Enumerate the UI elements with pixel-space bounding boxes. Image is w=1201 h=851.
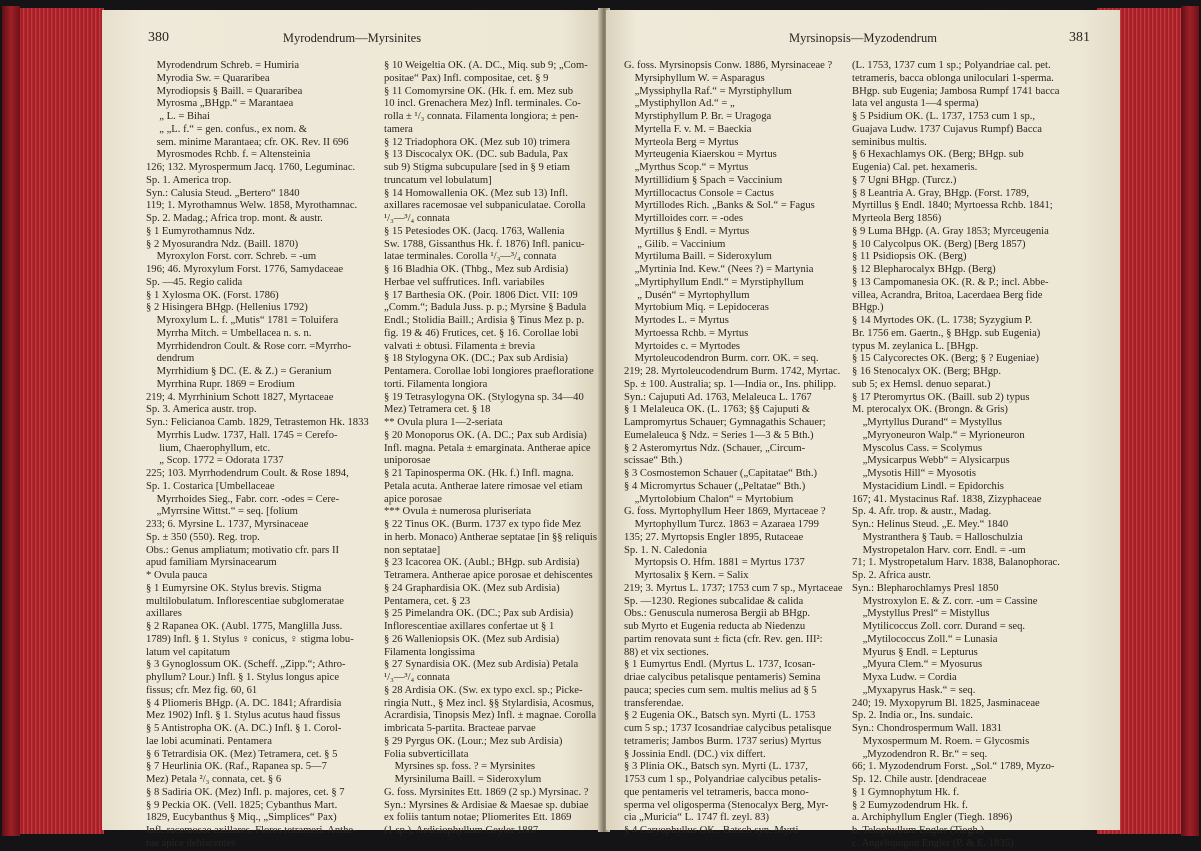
text-line: Myrteola Berg = Myrtus <box>624 136 739 148</box>
text-line: lium, Chaerophyllum, etc. <box>146 442 271 454</box>
text-line: *** Ovula ± numerosa pluriseriata <box>384 506 532 518</box>
text-line: cum 5 sp.; 1737 Icosandriae calycibus petalisque <box>624 723 832 734</box>
text-line: M. pterocalyx OK. (Brongn. & Gris) <box>852 404 1008 416</box>
text-line: Myrtillidium § Spach = Vaccinium <box>624 174 783 186</box>
text-line: Syn.: Cajuputi Ad. 1763, Melaleuca L. 1767 <box>624 391 812 403</box>
text-line: Myrtilloides corr. = -odes <box>624 213 743 224</box>
right-page <box>606 10 1120 849</box>
text-line: BHgp. sub Eugenia; Jambosa Rumpf 1741 bacca <box>852 85 1060 97</box>
text-line: Myrrha Mitch. = Umbellacea n. s. n. <box>146 327 312 339</box>
text-line: scissae“ Bth.) <box>624 455 683 467</box>
text-line: § 17 Barthesia OK. (Poir. 1806 Dict. VII: 109 <box>384 289 578 301</box>
right-page-number: 381 <box>1069 30 1090 45</box>
text-line: „Comm.“; Badula Juss. p. p.; Myrsine § Badula <box>384 302 587 314</box>
text-line: „Myxapyrus Hask.“ = seq. <box>852 684 976 696</box>
text-line: Tetramera. Antherae apice porosae et dehiscentes <box>384 570 593 581</box>
text-line: Myrtoleucodendron Burm. corr. OK. = seq. <box>624 353 819 365</box>
text-line: Sp. 1. America trop. <box>146 174 232 186</box>
text-line: 219; 3. Myrtus L. 1737; 1753 cum 7 sp., Myrtaceae <box>624 582 843 594</box>
text-line: Myurus § Endl. = Lepturus <box>852 646 978 658</box>
text-line: § 10 Calycolpus OK. (Berg) [Berg 1857) <box>852 238 1026 250</box>
text-line: § 14 Myrtodes OK. (L. 1738; Syzygium P. <box>852 315 1033 326</box>
text-line: Mez 1902) Infl. § 1. Stylus acutus haud fissus <box>146 710 341 722</box>
text-line: ringia Nutt., § Mez incl. §§ Stylardisia, Acosmus, <box>384 697 595 709</box>
text-line: Myxa Ludw. = Cordia <box>852 672 957 683</box>
text-line: „Myrrsine Wittst.“ = seq. [folium <box>146 506 298 518</box>
text-line: „ L. = Bihai <box>146 111 210 122</box>
text-line: 219; 28. Myrtoleucodendrum Burm. 1742, Myrtac. <box>624 366 841 377</box>
text-line: latae terminales. Corolla ¹/₃—³/₄ connata <box>384 251 557 263</box>
text-line: Mytilicoccus Zoll. corr. Durand = seq. <box>852 621 1026 632</box>
text-line: Pentamera, cet. § 23 <box>384 595 471 607</box>
text-line: Myscolus Cass. = Scolymus <box>852 442 983 454</box>
text-line: Sp. —1230. Regiones subcalidae & calida <box>624 595 804 607</box>
text-line: Lampromyrtus Schauer; Gymnagathis Schauer; <box>624 417 826 428</box>
text-line: § 26 Walleniopsis OK. (Mez sub Ardisia) <box>384 633 560 645</box>
text-line: Myrtodes L. = Myrtus <box>624 315 729 326</box>
text-line: „ Dusén“ = Myrtophyllum <box>624 289 750 301</box>
text-line: 240; 19. Myxopyrum Bl. 1825, Jasminaceae <box>852 697 1040 709</box>
text-line: Myrodendrum Schreb. = Humiria <box>146 60 300 71</box>
text-line: ¹/₃—³/₄ connata <box>384 213 450 224</box>
text-line: truncatum vel lobulatum] <box>384 174 492 186</box>
text-line: Myrrhis Ludw. 1737, Hall. 1745 = Cerefo- <box>146 429 338 441</box>
book-spine-left <box>2 6 20 836</box>
text-line: 1789) Infl. § 1. Stylus ♀ conicus, ♀ stigma lobu- <box>146 633 354 645</box>
text-line: Myrtella F. v. M. = Baeckia <box>624 123 752 135</box>
text-line: 167; 41. Mystacinus Raf. 1838, Zizyphaceae <box>852 493 1042 505</box>
text-line: § 27 Synardisia OK. (Mez sub Ardisia) Petala <box>384 659 579 671</box>
text-line: § 24 Graphardisia OK. (Mez sub Ardisia) <box>384 582 560 594</box>
text-line: lae lobi acuminati. Pentamera <box>146 735 272 747</box>
text-line: driae calycibus petalisque pentameris) Semina <box>624 672 821 683</box>
text-line: § 5 Antistropha OK. (A. DC.) Infl. § 1. Corol- <box>146 723 342 734</box>
text-line: tetrameris, bacca oblonga uniloculari 1-sperma. <box>852 72 1054 84</box>
text-line: 126; 132. Myrospermum Jacq. 1760, Leguminac. <box>146 162 356 173</box>
text-line: „Myrtyllus Durand“ = Mystyllus <box>852 417 1002 428</box>
text-line: § 3 Gynoglossum OK. (Scheff. „Zipp.“; Athro- <box>146 659 346 671</box>
text-line: Petala acuta. Antherae latere rimosae vel etiam <box>384 480 583 492</box>
text-line: a. Archiphyllum Engler (Tiegh. 1896) <box>852 812 1013 824</box>
text-line: que pentameris vel tetrameris, bacca mono- <box>624 786 809 798</box>
text-line: § 15 Petesiodes OK. (Jacq. 1763, Wallenia <box>384 225 565 237</box>
text-line: sem. minime Marantaea; cfr. OK. Rev. II 696 <box>146 136 349 148</box>
text-line: axillares racemosae vel subpaniculatae. Corolla <box>384 200 586 212</box>
text-line: § 3 Plinia OK., Batsch syn. Myrti (L. 1737, <box>624 761 808 773</box>
text-line: tamera <box>384 123 413 135</box>
text-line: Sp. —45. Regio calida <box>146 276 243 288</box>
text-line: § 22 Tinus OK. (Burm. 1737 ex typo fide Mez <box>384 519 581 530</box>
text-line: § 1 Eumyrsine OK. Stylus brevis. Stigma <box>146 582 322 594</box>
text-line: sperma vel oligosperma (Stenocalyx Berg, Myr- <box>624 799 829 811</box>
right-running-head <box>606 30 1120 50</box>
text-line: typus M. zeylanica L. [BHgp. <box>852 340 979 352</box>
book-spine-right <box>1181 6 1199 836</box>
text-line: 66; 1. Myzodendrum Forst. „Sol.“ 1789, Myzo- <box>852 761 1055 773</box>
text-line: in herb. Monaco) Antherae septatae [in §§ reliquis <box>384 531 597 543</box>
text-line: § 17 Pteromyrtus OK. (Baill. sub 2) typus <box>852 391 1030 403</box>
text-line: § 4 Pliomeris BHgp. (A. DC. 1841; Afrardisia <box>146 697 342 709</box>
text-line: Myroxylon Forst. corr. Schreb. = -um <box>146 251 317 263</box>
text-line: Sp. 1. N. Caledonia <box>624 544 707 556</box>
text-line: Myrtobium Miq. = Lepidoceras <box>624 302 769 314</box>
text-line: seminibus multis. <box>852 136 927 148</box>
text-line: apud familiam Myrsinacearum <box>146 557 277 569</box>
text-line: Filamenta longissima <box>384 646 475 658</box>
text-line: § 21 Tapinosperma OK. (Hk. f.) Infl. magna. <box>384 468 574 479</box>
text-line: § 2 Eugenia OK., Batsch syn. Myrti (L. 1753 <box>624 710 816 722</box>
text-line: partim renovata sunt ± ficta (cfr. Rev. gen. III²: <box>624 633 823 645</box>
text-line: Myroxylum L. f. „Mutis“ 1781 = Toluifera <box>146 315 339 326</box>
text-line: § 1 Melaleuca OK. (L. 1763; §§ Cajuputi & <box>624 404 810 416</box>
text-line: Pentamera. Corollae lobi longiores praefloratione <box>384 366 594 377</box>
text-line: Myrosma „BHgp.“ = Marantaea <box>146 98 294 110</box>
text-line: Syn.: Chondrospermum Wall. 1831 <box>852 723 1002 734</box>
text-line: non septatae] <box>384 544 441 556</box>
text-line: Syn.: Calusia Steud. „Bertero“ 1840 <box>146 187 300 199</box>
text-line: Mystranthera § Taub. = Halloschulzia <box>852 531 1023 543</box>
text-line: uniporosae <box>384 455 431 467</box>
text-line: § 10 Weigeltia OK. (A. DC., Miq. sub 9; „Com- <box>384 60 588 71</box>
text-line: 219; 4. Myrrhinium Schott 1827, Myrtaceae <box>146 391 334 403</box>
left-page-number: 380 <box>148 30 169 45</box>
text-line: 233; 6. Myrsine L. 1737, Myrsinaceae <box>146 519 309 530</box>
text-line: § 2 Hisingera BHgp. (Hellenius 1792) <box>146 302 308 314</box>
text-line: apice porosae <box>384 493 442 505</box>
text-line: § 8 Leantria A. Gray, BHgp. (Forst. 1789, <box>852 187 1030 199</box>
text-line: * Ovula pauca <box>146 570 208 581</box>
text-line: villea, Acrandra, Britoa, Lacerdaea Berg fide <box>852 289 1043 301</box>
text-line: § 4 Caryophyllus OK., Batsch syn. Myrti <box>624 825 799 836</box>
text-line: Myrtillocactus Console = Cactus <box>624 187 774 199</box>
text-line: § 1 Xylosma OK. (Forst. 1786) <box>146 289 279 301</box>
text-line: Folia subverticillata <box>384 748 469 760</box>
text-line: § 2 Asteromyrtus Ndz. (Schauer, „Circum- <box>624 442 806 454</box>
text-line: Herbae vel suffrutices. Infl. variabiles <box>384 276 545 288</box>
text-line: Myrosmodes Rchb. f. = Altensteinia <box>146 149 311 161</box>
text-line: Guajava Ludw. 1737 Cujavus Rumpf) Bacca <box>852 123 1042 135</box>
text-line: § 1 Gymnophytum Hk. f. <box>852 786 960 798</box>
text-line: Myrsines sp. foss. ? = Myrsinites <box>384 761 536 773</box>
text-line: Myrtillodes Rich. „Banks & Sol.“ = Fagus <box>624 200 815 212</box>
text-line: Myrtopsis O. Hfm. 1881 = Myrtus 1737 <box>624 557 805 569</box>
text-line: 225; 103. Myrrhodendrum Coult. & Rose 1894, <box>146 468 349 479</box>
text-line: Myrtiluma Baill. = Sideroxylum <box>624 251 772 263</box>
text-line: § 8 Sadiria OK. (Mez) Infl. p. majores, cet. § 7 <box>146 786 345 798</box>
text-line: Obs.: Genus ampliatum; motivatio cfr. pars II <box>146 544 340 556</box>
right-page-header-title: Myrsinopsis—Myzodendrum <box>789 31 937 45</box>
text-line: Sp. 4. Afr. trop. & austr., Madag. <box>852 506 992 518</box>
text-line: Sp. 2. Madag.; Africa trop. mont. & austr. <box>146 213 323 224</box>
left-page <box>102 10 603 849</box>
text-line: § 2 Rapanea OK. (Aubl. 1775, Manglilla Juss. <box>146 621 343 632</box>
text-line: Sp. 2. India or., Ins. sundaic. <box>852 710 973 722</box>
text-line: § 28 Ardisia OK. (Sw. ex typo excl. sp.; Picke- <box>384 684 583 696</box>
text-line: „Mysicarpus Webb“ = Alysicarpus <box>852 455 1010 467</box>
text-line: torti. Filamenta longiora <box>384 378 488 390</box>
text-line: Myrtoessa Rchb. = Myrtus <box>624 327 749 339</box>
text-line: Myrstiphyllum P. Br. = Uragoga <box>624 111 772 122</box>
text-line: G. foss. Myrtophyllum Heer 1869, Myrtaceae ? <box>624 506 826 518</box>
text-line: Myrtoides c. = Myrtodes <box>624 340 741 352</box>
text-line: § 6 Tetrardisia OK. (Mez) Tetramera, cet. § 5 <box>146 748 338 760</box>
text-line: rolla ± ¹/₃ connata. Filamenta longiora; ± pen- <box>384 111 579 122</box>
text-line: „ Gilib. = Vaccinium <box>624 238 726 250</box>
text-line: pauca; species cum sem. multis melius ad § 5 <box>624 684 817 696</box>
text-line: § Jossinia Endl. (DC.) vix differt. <box>624 748 766 760</box>
text-line: valvati ± obtusi. Filamenta ± brevia <box>384 340 536 352</box>
text-line: § 1 Eumyrothamnus Ndz. <box>146 225 255 237</box>
text-line: § 11 Psidiopsis OK. (Berg) <box>852 251 967 263</box>
text-line: ex foliis tantum notae; Pliomerites Ett. 1869 <box>384 812 572 824</box>
text-line: § 7 Ugni BHgp. (Turcz.) <box>852 174 957 186</box>
text-line: § 23 Icacorea OK. (Aubl.; BHgp. sub Ardisia) <box>384 557 580 569</box>
text-line: Sp. ± 100. Australia; sp. 1—India or., Ins. philipp. <box>624 378 837 390</box>
text-line: Myrtosalix § Kern. = Salix <box>624 570 749 581</box>
text-line: „Myzodendron R. Br.“ = seq. <box>852 748 988 760</box>
text-line: Myrrhoides Sieg., Fabr. corr. -odes = Cere- <box>146 493 340 505</box>
text-line: phyllum? Lour.) Infl. § 1. Stylus longus apice <box>146 672 340 683</box>
text-line: fissus; cfr. Mez fig. 60, 61 <box>146 684 258 696</box>
text-line: Sw. 1788, Gissanthus Hk. f. 1876) Infl. panicu- <box>384 238 585 250</box>
text-line: Syn.: Blepharochlamys Presl 1850 <box>852 582 999 594</box>
text-line: positae“ Pax) Infl. compositae, cet. § 9 <box>384 72 549 84</box>
text-line: Myrrhidendron Coult. & Rose corr. =Myrrho- <box>146 340 352 352</box>
text-line: „Myrtinia Ind. Kew.“ (Nees ?) = Martynia <box>624 264 814 275</box>
text-line: Sp. 3. America austr. trop. <box>146 404 257 416</box>
text-line: Myrodiopsis § Baill. = Quararibea <box>146 85 303 97</box>
text-line: Inflorescentiae axillares confertae ut § 1 <box>384 621 555 632</box>
text-line: „ Scop. 1772 = Odorata 1737 <box>146 455 284 467</box>
text-line: „Myura Clem.“ = Myosurus <box>852 659 983 671</box>
text-line: § 20 Monoporus OK. (A. DC.; Pax sub Ardisia) <box>384 429 587 441</box>
text-line: Mez) Petala ²/₃ connata, cet. § 6 <box>146 774 282 785</box>
text-line: 71; 1. Mystropetalum Harv. 1838, Balanophorac. <box>852 557 1060 569</box>
text-line: imbricata 5-partita. Bracteae parvae <box>384 723 536 734</box>
text-line: § 3 Cosmostemon Schauer („Capitatae“ Bth.) <box>624 468 817 479</box>
text-line: (1 sp.), Ardisiophyllum Geyler 1887 <box>384 825 539 836</box>
text-line: Eumelaleuca § Ndz. = Series 1—3 & 5 Bth.) <box>624 429 814 441</box>
text-line: Myrsiniluma Baill. = Sideroxylum <box>384 774 542 785</box>
text-line: „Myrtiphyllum Endl.“ = Myrstiphyllum <box>624 276 804 288</box>
text-line: rae apice dehiscentes <box>146 837 236 849</box>
text-line: 1829, Eucybanthus § Miq., „Simplices“ Pax) <box>146 812 337 824</box>
text-line: „Mystyllus Presl“ = Mistyllus <box>852 608 990 620</box>
page-edges-left <box>20 8 104 834</box>
text-line: Infl. racemosae axillares. Flores tetrameri. Anthe- <box>146 825 357 836</box>
text-line: § 12 Triadophora OK. (Mez sub 10) trimera <box>384 136 570 148</box>
text-line: lata vel angusta 1—4 sperma) <box>852 98 979 110</box>
text-line: Syn.: Felicianoa Camb. 1829, Tetrastemon Hk. 1833 <box>146 417 369 428</box>
text-line: (L. 1753, 1737 cum 1 sp.; Polyandriae cal. pet. <box>852 60 1051 71</box>
text-line: § 6 Hexachlamys OK. (Berg; BHgp. sub <box>852 149 1024 161</box>
text-line: § 5 Psidium OK. (L. 1737, 1753 cum 1 sp., <box>852 111 1036 122</box>
text-line: Acrardisia, Tinopsis Mez) Infl. ± magnae. Corolla <box>384 710 597 722</box>
text-line: Infl. magna. Petala ± emarginata. Antherae apice <box>384 442 591 454</box>
text-line: „Myrthus Scop.“ = Myrtus <box>624 162 749 173</box>
left-page-column-1 <box>146 60 368 851</box>
text-line: § 9 Luma BHgp. (A. Gray 1853; Myrceugenia <box>852 225 1049 237</box>
text-line: Sp. 12. Chile austr. [dendraceae <box>852 774 987 785</box>
text-line: Myrsiphyllum W. = Asparagus <box>624 72 765 84</box>
text-line: § 7 Heurlinia OK. (Raf., Rapanea sp. 5—7 <box>146 761 327 773</box>
text-line: tetrameris; Jambos Burm. 1737 serius) Myrtus <box>624 735 822 747</box>
text-line: 135; 27. Myrtopsis Engler 1895, Rutaceae <box>624 531 804 543</box>
text-line: fig. 19 & 46) Frutices, cet. § 16. Corollae lobi <box>384 327 579 339</box>
text-line: § 13 Discocalyx OK. (DC. sub Badula, Pax <box>384 149 569 161</box>
text-line: § 9 Peckia OK. (Vell. 1825; Cybanthus Mart. <box>146 799 338 811</box>
text-line: 88) et vix sectiones. <box>624 646 709 658</box>
text-line: § 25 Pimelandra OK. (DC.; Pax sub Ardisia) <box>384 608 574 620</box>
text-line: sub Myrto et Eugenia reducta ab Niedenzu <box>624 621 806 632</box>
text-line: § 13 Campomanesia OK. (R. & P.; incl. Abbe- <box>852 276 1049 288</box>
text-line: „Myrtolobium Chalon“ = Myrtobium <box>624 493 794 505</box>
text-line: „ „L. f.“ = gen. confus., ex nom. & <box>146 123 308 135</box>
text-line: Myrodia Sw. = Quararibea <box>146 72 270 84</box>
text-line: § 4 Micromyrtus Schauer („Peltatae“ Bth.) <box>624 480 806 492</box>
text-line: cia „Muricia“ L. 1747 fl. zeyl. 83) <box>624 812 770 824</box>
text-line: Syn.: Myrsines & Ardisiae & Maesae sp. dubiae <box>384 799 589 811</box>
text-line: „Myssiphylla Raf.“ = Myrstiphyllum <box>624 85 792 97</box>
text-line: Obs.: Genuscula numerosa Bergii ab BHgp. <box>624 608 811 620</box>
right-page-column-1 <box>624 60 852 838</box>
text-line: Myrtillus § Endl. 1840; Myrtoessa Rchb. 1841; <box>852 200 1053 212</box>
left-running-head <box>102 30 602 50</box>
text-line: 10 incl. Grenachera Mez) Infl. terminales. Co- <box>384 98 581 110</box>
text-line: Myrrhidium § DC. (E. & Z.) = Geranium <box>146 366 332 377</box>
text-line: 119; 1. Myrothamnus Welw. 1858, Myrothamnac. <box>146 200 358 212</box>
right-page-column-2 <box>852 60 1084 851</box>
text-line: Sp. 1. Costarica [Umbellaceae <box>146 480 275 492</box>
text-line: § 12 Blepharocalyx BHgp. (Berg) <box>852 264 996 275</box>
text-line: § 18 Stylogyna OK. (DC.; Pax sub Ardisia) <box>384 353 568 365</box>
text-line: Myrtophyllum Turcz. 1863 = Azaraea 1799 <box>624 519 819 530</box>
text-line: § 2 Myosurandra Ndz. (Baill. 1870) <box>146 238 299 250</box>
text-line: Sp. ± 350 (550). Reg. trop. <box>146 531 260 543</box>
text-line: Myrtillus § Endl. = Myrtus <box>624 225 750 237</box>
text-line: ¹/₃—³/₄ connata <box>384 672 450 683</box>
text-line: G. foss. Myrsinopsis Conw. 1886, Myrsinaceae ? <box>624 60 833 71</box>
text-line: Br. 1756 em. Gaertn., § BHgp. sub Eugenia) <box>852 327 1041 339</box>
text-line: Syn.: Helinus Steud. „E. Mey.“ 1840 <box>852 519 1009 530</box>
text-line: sub 9) Stigma subcupulare [sed in § 9 etiam <box>384 162 570 173</box>
text-line: b. Telophyllum Engler (Tiegh.) <box>852 825 984 836</box>
text-line: BHgp.) <box>852 302 884 314</box>
text-line: ** Ovula plura 1—2-seriata <box>384 417 503 428</box>
text-line: Myrteola Berg 1856) <box>852 213 942 224</box>
text-line: Myxospermum M. Roem. = Glycosmis <box>852 735 1030 747</box>
text-line: Mystroxylon E. & Z. corr. -um = Cassine <box>852 595 1038 607</box>
text-line: § 15 Calycorectes OK. (Berg; § ? Eugeniae) <box>852 353 1039 365</box>
text-line: „Mytilococcus Zoll.“ = Lunasia <box>852 633 998 645</box>
text-line: § 11 Comomyrsine OK. (Hk. f. em. Mez sub <box>384 85 574 97</box>
text-line: § 14 Homowallenia OK. (Mez sub 13) Infl. <box>384 187 568 199</box>
text-line: § 1 Eumyrtus Endl. (Myrtus L. 1737, Icosan- <box>624 659 816 671</box>
text-line: § 16 Bladhia OK. (Thbg., Mez sub Ardisia) <box>384 264 569 275</box>
text-line: „Myryoneuron Walp.“ = Myrioneuron <box>852 429 1025 441</box>
text-line: „Mystiphyllon Ad.“ = „ <box>624 98 735 110</box>
text-line: 1753 cum 1 sp., Polyandriae calycibus petalis- <box>624 774 822 785</box>
text-line: 196; 46. Myroxylum Forst. 1776, Samydaceae <box>146 264 344 275</box>
text-line: Mystacidium Lindl. = Epidorchis <box>852 480 1004 492</box>
left-page-header-title: Myrodendrum—Myrsinites <box>282 31 422 45</box>
text-line: § 29 Pyrgus OK. (Lour.; Mez sub Ardisia) <box>384 735 563 747</box>
text-line: G. foss. Myrsinites Ett. 1869 (2 sp.) Myrsinac. ? <box>384 786 589 798</box>
text-line: Eugenia) Cal. pet. hexameris. <box>852 162 978 173</box>
text-line: c. Angelopogon Engler (P. & E. 1835) <box>852 837 1014 849</box>
text-line: latum vel capitatum <box>146 646 231 658</box>
text-line: axillares <box>146 608 182 620</box>
text-line: Mystropetalon Harv. corr. Endl. = -um <box>852 544 1026 556</box>
text-line: transferendae. <box>624 697 684 709</box>
text-line: dendrum <box>146 353 195 365</box>
text-line: multilobulatum. Inflorescentiae subglomeratae <box>146 595 344 607</box>
text-line: Myrteugenia Kiaerskou = Myrtus <box>624 149 777 161</box>
text-line: Myrrhina Rupr. 1869 = Erodium <box>146 378 295 390</box>
text-line: Mez) Tetramera cet. § 18 <box>384 404 491 416</box>
text-line: § 19 Tetrasylogyna OK. (Stylogyna sp. 34—40 <box>384 391 584 403</box>
text-line: sub 5; ex Hemsl. denuo separat.) <box>852 378 991 390</box>
left-page-column-2 <box>384 60 597 838</box>
text-line: „Mysotis Hill“ = Myosotis <box>852 468 976 479</box>
text-line: § 16 Stenocalyx OK. (Berg; BHgp. <box>852 366 1001 377</box>
text-line: § 2 Eumyzodendrum Hk. f. <box>852 799 968 811</box>
text-line: Endl.; Stolidia Baill.; Ardisia § Tinus Mez p. p. <box>384 315 585 326</box>
text-line: Sp. 2. Africa austr. <box>852 570 931 581</box>
